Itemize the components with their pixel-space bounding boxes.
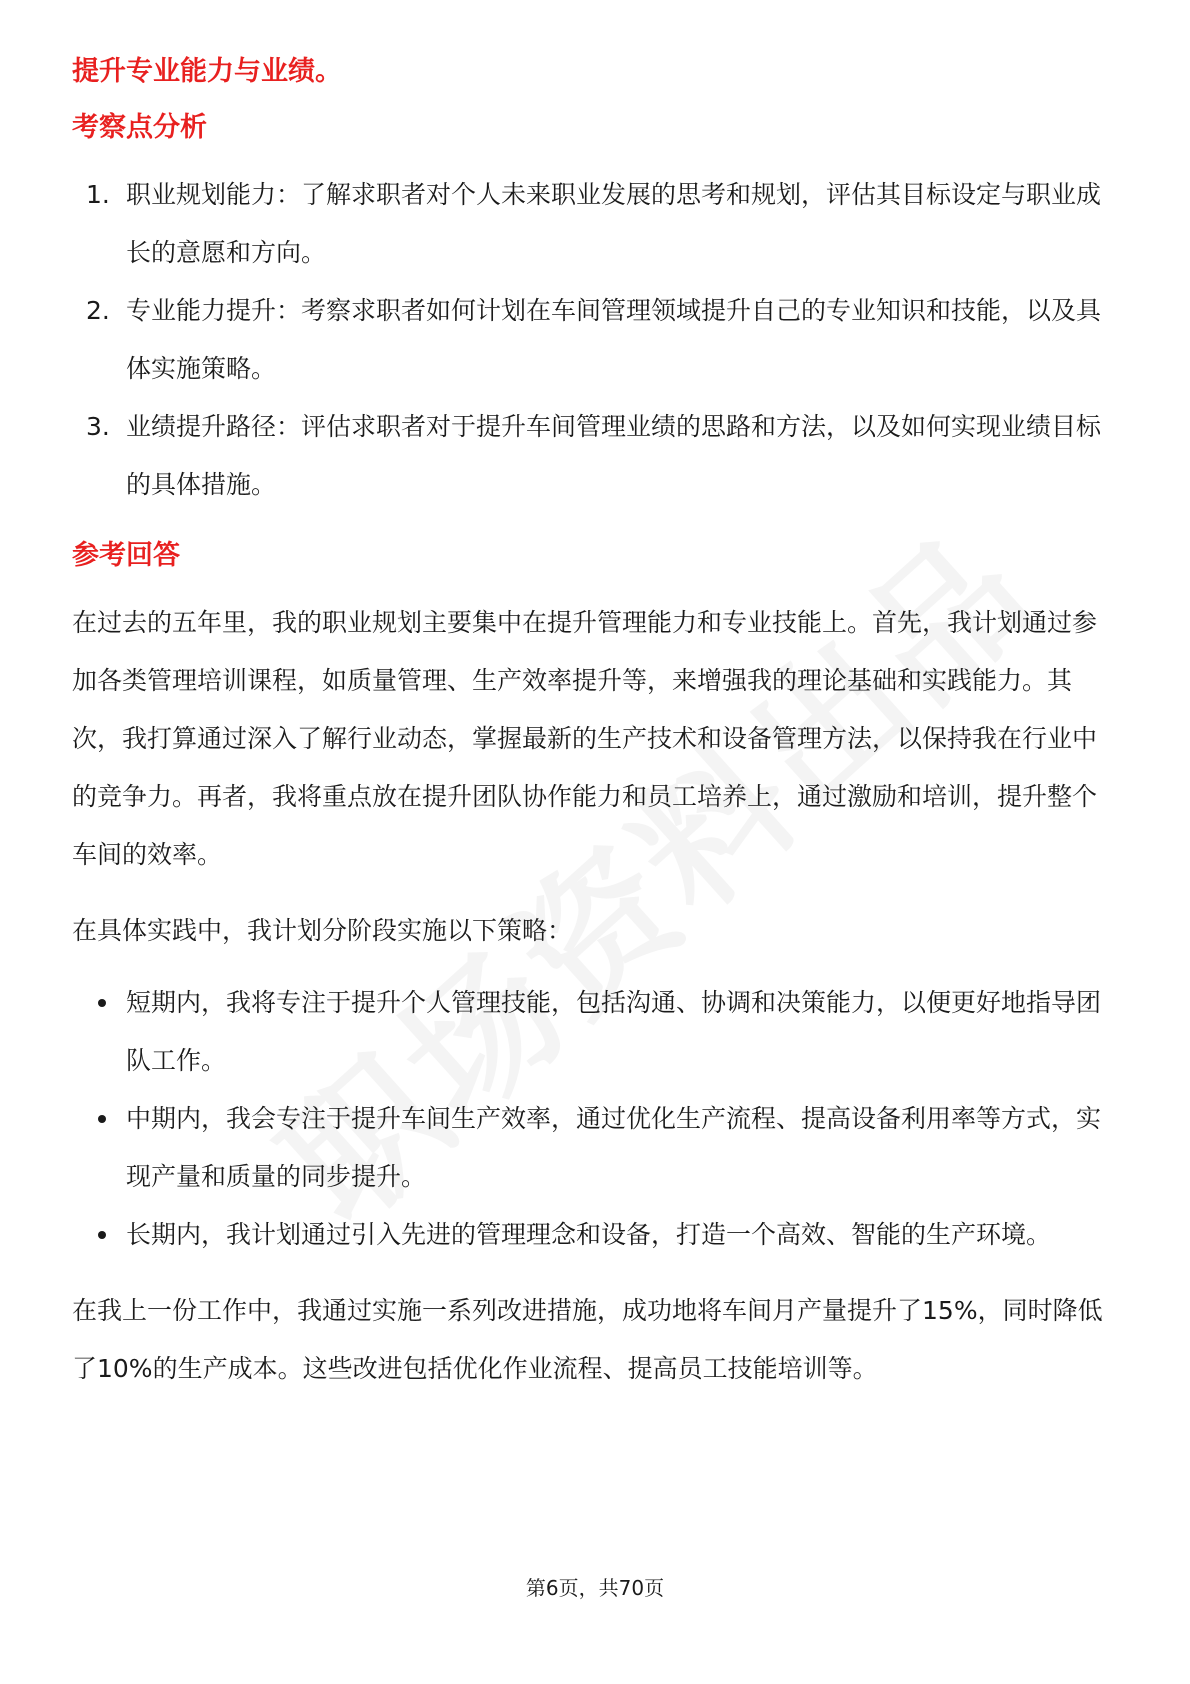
strategy-item-text: 长期内，我计划通过引入先进的管理理念和设备，打造一个高效、智能的生产环境。 [126, 1220, 1052, 1249]
analysis-item-text: 业绩提升路径：评估求职者对于提升车间管理业绩的思路和方法，以及如何实现业绩目标的具体措施。 [126, 412, 1102, 499]
analysis-item-text: 职业规划能力：了解求职者对个人未来职业发展的思考和规划，评估其目标设定与职业成长的意愿和方向。 [126, 180, 1102, 267]
analysis-list [72, 166, 1112, 514]
strategy-list [72, 974, 1112, 1264]
intro-tail: 提升专业能力与业绩。 [72, 56, 342, 87]
list-number: 3. [86, 412, 110, 441]
page-number: 第6页，共70页 [525, 1576, 665, 1600]
bullet-icon [98, 1231, 106, 1239]
analysis-item [72, 282, 1112, 398]
strategy-item [72, 1206, 1112, 1264]
analysis-heading: 考察点分析 [72, 112, 207, 143]
list-number: 2. [86, 296, 110, 325]
strategy-item-text: 短期内，我将专注于提升个人管理技能，包括沟通、协调和决策能力，以便更好地指导团队工作。 [126, 988, 1102, 1075]
analysis-item [72, 166, 1112, 282]
strategy-item [72, 1090, 1112, 1206]
page-content [72, 52, 1112, 1398]
analysis-item-text: 专业能力提升：考察求职者如何计划在车间管理领域提升自己的专业知识和技能，以及具体实施策略。 [126, 296, 1102, 383]
bullet-icon [98, 1115, 106, 1123]
answer-paragraph-2: 在具体实践中，我计划分阶段实施以下策略： [72, 916, 573, 945]
bullet-icon [98, 999, 106, 1007]
strategy-item [72, 974, 1112, 1090]
answer-heading: 参考回答 [72, 540, 180, 571]
strategy-item-text: 中期内，我会专注于提升车间生产效率，通过优化生产流程、提高设备利用率等方式，实现产量和质量的同步提升。 [126, 1104, 1102, 1191]
list-number: 1. [86, 180, 110, 209]
answer-paragraph-3: 在我上一份工作中，我通过实施一系列改进措施，成功地将车间月产量提升了15%，同时降低了10%的生产成本。这些改进包括优化作业流程、提高员工技能培训等。 [72, 1296, 1103, 1383]
answer-paragraph-1: 在过去的五年里，我的职业规划主要集中在提升管理能力和专业技能上。首先，我计划通过参加各类管理培训课程，如质量管理、生产效率提升等，来增强我的理论基础和实践能力。其次，我打算通过深入了解行业动态，掌握最新的生产技术和设备管理方法，以保持我在行业中的竞争力。再者，我将重点放在提升团队协作能力和员工培养上，通过激励和培训，提升整个车间的效率。 [72, 608, 1098, 869]
analysis-item [72, 398, 1112, 514]
